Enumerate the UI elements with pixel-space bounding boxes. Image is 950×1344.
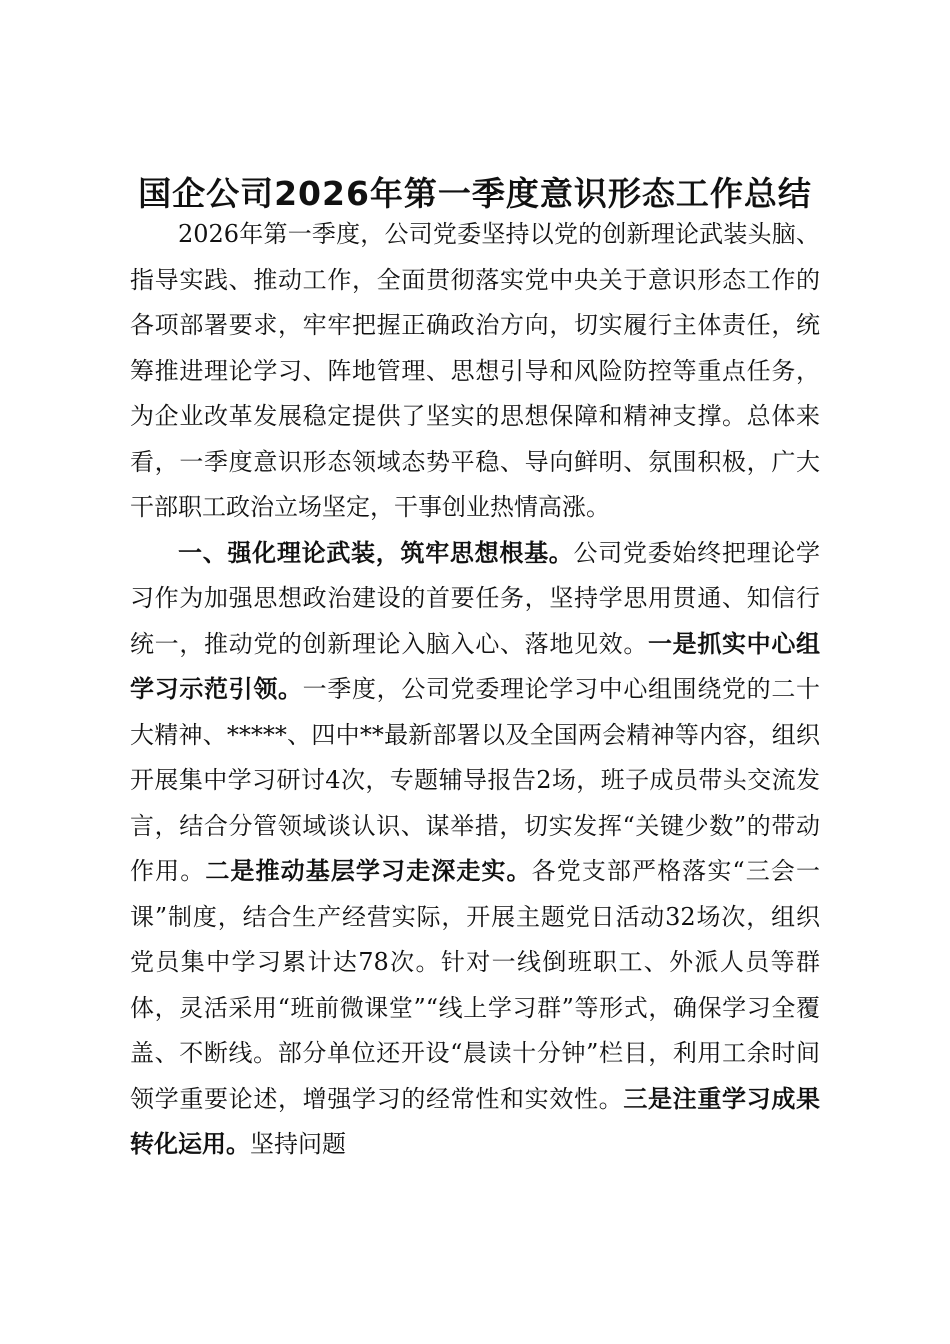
item-1-text: 一季度，公司党委理论学习中心组围绕党的二十大精神、*****、四中**最新部署以及全国两会精神等内容，组织开展集中学习研讨4次，专题辅导报告2场，班子成员带头交流发言，结合分管领域谈认识、谋举措，切实发挥“关键少数”的带动作用。 — [130, 675, 821, 885]
document-title: 国企公司2026年第一季度意识形态工作总结 — [138, 174, 812, 213]
item-2-heading: 二是推动基层学习走深走实。 — [205, 857, 532, 885]
item-2-text: 各党支部严格落实“三会一课”制度，结合生产经营实际，开展主题党日活动32场次，组织党员集中学习累计达78次。针对一线倒班职工、外派人员等群体，灵活采用“班前微课堂”“线上学习群”等形式，确保学习全覆盖、不断线。部分单位还开设“晨读十分钟”栏目，利用工余时间领学重要论述，增强学习的经常性和实效性。 — [130, 857, 821, 1113]
section-1-intro-text: 公司党委始终把理论学习作为加强思想政治建设的首要任务，坚持学思用贯通、知信行统一，推动党的创新理论入脑入心、落地见效。 — [130, 538, 821, 658]
item-3-text: 坚持问题 — [250, 1130, 346, 1158]
section-1-heading: 一、强化理论武装，筑牢思想根基。 — [178, 538, 574, 567]
section-1-paragraph — [130, 531, 820, 1168]
item-1-heading: 一是抓实中心组学习示范引领。 — [130, 629, 820, 703]
intro-paragraph: 2026年第一季度，公司党委坚持以党的创新理论武装头脑、指导实践、推动工作，全面贯彻落实党中央关于意识形态工作的各项部署要求，牢牢把握正确政治方向，切实履行主体责任，统筹推进理论学习、阵地管理、思想引导和风险防控等重点任务，为企业改革发展稳定提供了坚实的思想保障和精神支撑。总体来看，一季度意识形态领域态势平稳、导向鲜明、氛围积极，广大干部职工政治立场坚定，干事创业热情高涨。 — [130, 220, 820, 521]
item-3-heading: 三是注重学习成果转化运用。 — [130, 1084, 821, 1158]
document-body — [130, 212, 820, 1168]
